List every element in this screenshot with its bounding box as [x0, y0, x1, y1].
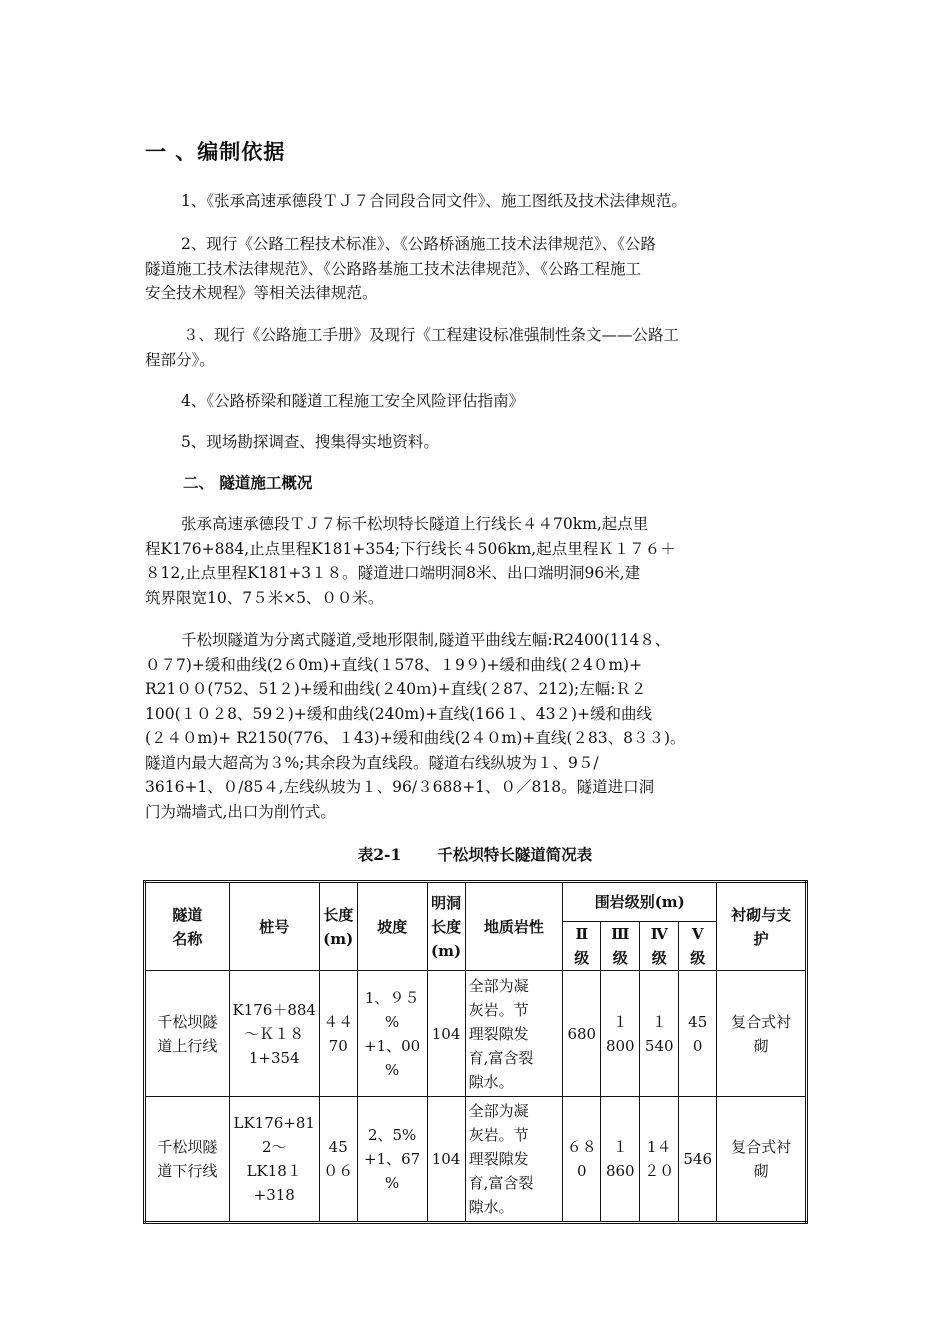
cell-stake-line-1: K176＋884 — [232, 1000, 316, 1019]
table-caption-number: 表2-1 — [357, 845, 402, 864]
cell-geology-line-2: 灰岩。节 — [468, 1000, 529, 1019]
overview-p2-line-3: R21００(752、51２)+缓和曲线(２40ｍ)+直线(２87、212);左幅:Ｒ２ — [145, 680, 647, 698]
cell-slope-line-3: % — [385, 1174, 400, 1192]
cell-slope-line-4: % — [385, 1060, 400, 1079]
header-stake: 桩号 — [229, 882, 319, 971]
cell-stake-line-3: 1+354 — [248, 1048, 300, 1067]
header-geology: 地质岩性 — [465, 882, 563, 971]
basis-item-5 — [145, 430, 810, 455]
cell-grade-4-line-2: ２０ — [644, 1162, 675, 1180]
header-grade-4-unit: 级 — [651, 949, 667, 967]
cell-geology-line-2: 灰岩。节 — [468, 1126, 529, 1144]
header-portal-line-1: 明洞 — [431, 893, 462, 912]
cell-geology-line-5: 隙水。 — [468, 1072, 514, 1091]
header-tunnel-name-line-2: 名称 — [172, 929, 203, 948]
cell-length — [319, 971, 357, 1097]
cell-slope-line-2: +1、67 — [364, 1150, 421, 1168]
cell-grade-3-line-2: 800 — [605, 1036, 635, 1055]
overview-p2-line-6: 隧道内最大超高为３%;其余段为直线段。隧道右线纵坡为１、9５/ — [145, 753, 599, 772]
cell-stake-line-2: ～Ｋ１８ — [244, 1024, 305, 1043]
header-grade-2 — [563, 922, 601, 971]
cell-slope-line-3: +1、00 — [364, 1036, 421, 1055]
cell-grade-3-line-2: 860 — [605, 1162, 635, 1180]
header-rock-grade-group: 围岩级别(m) — [563, 882, 717, 922]
overview-p2-line-8: 门为端墙式,出口为削竹式。 — [145, 802, 336, 821]
cell-grade-2-line-2: 0 — [577, 1162, 587, 1180]
cell-name — [145, 1097, 230, 1223]
table-row-upline — [145, 971, 807, 1097]
cell-grade-2-line-1: 680 — [567, 1024, 597, 1043]
cell-grade-3-line-1: １ — [612, 1138, 628, 1156]
cell-stake-line-3: LK18１ — [246, 1162, 302, 1180]
cell-name-line-1: 千松坝隧 — [157, 1138, 218, 1156]
table-caption — [0, 843, 950, 865]
header-grade-5-unit: 级 — [690, 949, 706, 967]
cell-length-line-2: ０６ — [323, 1162, 354, 1180]
cell-length — [319, 1097, 357, 1223]
basis-item-3-line-1: ３、现行《公路施工手册》及现行《工程建设标准强制性条文——公路工 — [183, 326, 680, 344]
cell-lining-line-2: 砌 — [753, 1036, 769, 1055]
overview-p1-line-1: 张承高速承德段ＴＪ７标千松坝特长隧道上行线长４４70km,起点里 — [181, 515, 649, 533]
cell-grade-2 — [563, 1097, 601, 1223]
header-tunnel-name-line-1: 隧道 — [172, 905, 203, 924]
cell-grade-4-line-1: 1４ — [646, 1138, 672, 1156]
overview-paragraph-1 — [145, 512, 810, 610]
cell-geology — [465, 1097, 563, 1223]
header-grade-3-unit: 级 — [612, 949, 628, 967]
header-tunnel-name — [145, 882, 230, 971]
basis-item-1-line-1: 1、《张承高速承德段ＴＪ７合同段合同文件》、施工图纸及技术法律规范。 — [181, 192, 687, 210]
cell-name-line-1: 千松坝隧 — [157, 1012, 218, 1031]
cell-name — [145, 971, 230, 1097]
basis-item-3 — [145, 323, 810, 372]
cell-slope-line-1: 2、5% — [367, 1126, 417, 1144]
cell-portal: 104 — [427, 1097, 465, 1223]
overview-paragraph-2 — [145, 628, 810, 824]
cell-stake — [229, 971, 319, 1097]
cell-grade-3-line-1: １ — [612, 1012, 628, 1031]
cell-grade-4-line-2: 540 — [644, 1036, 674, 1055]
cell-slope-line-1: 1、９５ — [364, 988, 420, 1007]
header-slope: 坡度 — [357, 882, 427, 971]
overview-p2-line-4: 100(１０２8、59２)+缓和曲线(240m)+直线(166１、43２)+缓和曲线 — [145, 704, 653, 723]
header-grade-4-numeral: Ⅳ — [650, 925, 668, 943]
header-length-line-2: (m) — [323, 929, 354, 948]
header-grade-3 — [601, 922, 640, 971]
header-grade-2-unit: 级 — [574, 949, 590, 967]
table-row-downline — [145, 1097, 807, 1223]
header-lining — [717, 882, 807, 971]
header-portal-length — [427, 882, 465, 971]
cell-grade-5-line-1: 546 — [683, 1150, 713, 1168]
header-grade-4 — [640, 922, 679, 971]
cell-grade-5-line-1: 45 — [688, 1012, 708, 1031]
overview-p1-line-3: ８12,止点里程K181+3１８。隧道进口端明洞8米、出口端明洞96米,建 — [145, 564, 641, 582]
basis-item-2-line-1: 2、现行《公路工程技术标准》、《公路桥涵施工技术法律规范》、《公路 — [181, 235, 656, 253]
cell-grade-5 — [679, 1097, 717, 1223]
cell-portal: 104 — [427, 971, 465, 1097]
cell-lining — [717, 1097, 807, 1223]
cell-grade-4 — [640, 971, 679, 1097]
basis-item-2-line-3: 安全技术规程》等相关法律规范。 — [145, 284, 378, 302]
basis-item-5-line-1: 5、现场勘探调查、搜集得实地资料。 — [181, 433, 439, 451]
basis-item-3-line-2: 程部分》。 — [145, 350, 215, 369]
cell-grade-3 — [601, 1097, 640, 1223]
cell-grade-3 — [601, 971, 640, 1097]
overview-p1-line-4: 筑界限宽10、7５米×5、００米。 — [145, 588, 384, 607]
cell-grade-5 — [679, 971, 717, 1097]
cell-stake — [229, 1097, 319, 1223]
cell-stake-line-4: +318 — [253, 1186, 295, 1204]
cell-geology — [465, 971, 563, 1097]
table-caption-title: 千松坝特长隧道简况表 — [437, 845, 593, 864]
overview-p2-line-5: (２４０m)+ R2150(776、１43)+缓和曲线(2４０m)+直线(２83、8３３)。 — [145, 729, 686, 747]
basis-item-4-line-1: 4、《公路桥梁和隧道工程施工安全风险评估指南》 — [181, 392, 525, 410]
header-portal-line-2: 长度 — [431, 917, 462, 936]
cell-name-line-2: 道上行线 — [157, 1036, 218, 1055]
header-lining-line-1: 衬砌与支 — [731, 905, 792, 924]
header-portal-line-3: (m) — [431, 941, 462, 960]
cell-lining-line-1: 复合式衬 — [731, 1138, 792, 1156]
header-grade-3-numeral: Ⅲ — [611, 925, 630, 943]
section-2-heading: 二、 隧道施工概况 — [183, 473, 313, 492]
cell-geology-line-3: 理裂隙发 — [468, 1024, 529, 1043]
header-lining-line-2: 护 — [753, 929, 769, 948]
cell-geology-line-1: 全部为凝 — [468, 976, 529, 995]
cell-lining-line-2: 砌 — [753, 1162, 769, 1180]
header-grade-5 — [679, 922, 717, 971]
section-1-heading: 一 、编制依据 — [145, 140, 286, 164]
overview-p2-line-2: ０７7)+缓和曲线(2６0m)+直线(１578、１9９)+缓和曲线(２4０m)+ — [145, 655, 643, 674]
basis-item-2-line-2: 隧道施工技术法律规范》、《公路路基施工技术法律规范》、《公路工程施工 — [145, 259, 642, 278]
cell-slope — [357, 1097, 427, 1223]
cell-geology-line-4: 育,富含裂 — [468, 1174, 534, 1192]
cell-lining — [717, 971, 807, 1097]
cell-slope — [357, 971, 427, 1097]
cell-stake-line-1: LK176+81 — [233, 1114, 315, 1132]
overview-p1-line-2: 程K176+884,止点里程K181+354;下行线长４506km,起点里程Ｋ１７６＋ — [145, 539, 676, 558]
cell-geology-line-5: 隙水。 — [468, 1198, 514, 1216]
cell-length-line-1: 45 — [328, 1138, 348, 1156]
cell-grade-2 — [563, 971, 601, 1097]
basis-item-1 — [145, 189, 810, 214]
cell-length-line-1: ４４ — [323, 1012, 354, 1031]
cell-length-line-2: 70 — [328, 1036, 348, 1055]
header-grade-5-numeral: Ⅴ — [691, 925, 704, 943]
cell-geology-line-4: 育,富含裂 — [468, 1048, 534, 1067]
cell-grade-4 — [640, 1097, 679, 1223]
cell-slope-line-2: % — [385, 1012, 400, 1031]
overview-p2-line-7: 3616+1、０/85４,左线纵坡为１、96/３688+1、０／818。隧道进口洞 — [145, 778, 655, 796]
cell-grade-2-line-1: ６８ — [566, 1138, 597, 1156]
table-header-row-1 — [145, 882, 807, 922]
basis-item-4 — [145, 389, 810, 414]
header-length — [319, 882, 357, 971]
header-length-line-1: 长度 — [323, 905, 354, 924]
overview-p2-line-1: 千松坝隧道为分离式隧道,受地形限制,隧道平曲线左幅:R2400(114８、 — [181, 631, 671, 649]
basis-item-2 — [145, 232, 810, 306]
cell-grade-5-line-2: 0 — [692, 1036, 703, 1055]
cell-stake-line-2: 2～ — [261, 1138, 287, 1156]
header-grade-2-numeral: Ⅱ — [575, 925, 589, 943]
tunnel-summary-table — [143, 880, 808, 1224]
cell-geology-line-1: 全部为凝 — [468, 1102, 529, 1120]
cell-name-line-2: 道下行线 — [157, 1162, 218, 1180]
cell-geology-line-3: 理裂隙发 — [468, 1150, 529, 1168]
cell-grade-4-line-1: １ — [651, 1012, 667, 1031]
cell-lining-line-1: 复合式衬 — [731, 1012, 792, 1031]
